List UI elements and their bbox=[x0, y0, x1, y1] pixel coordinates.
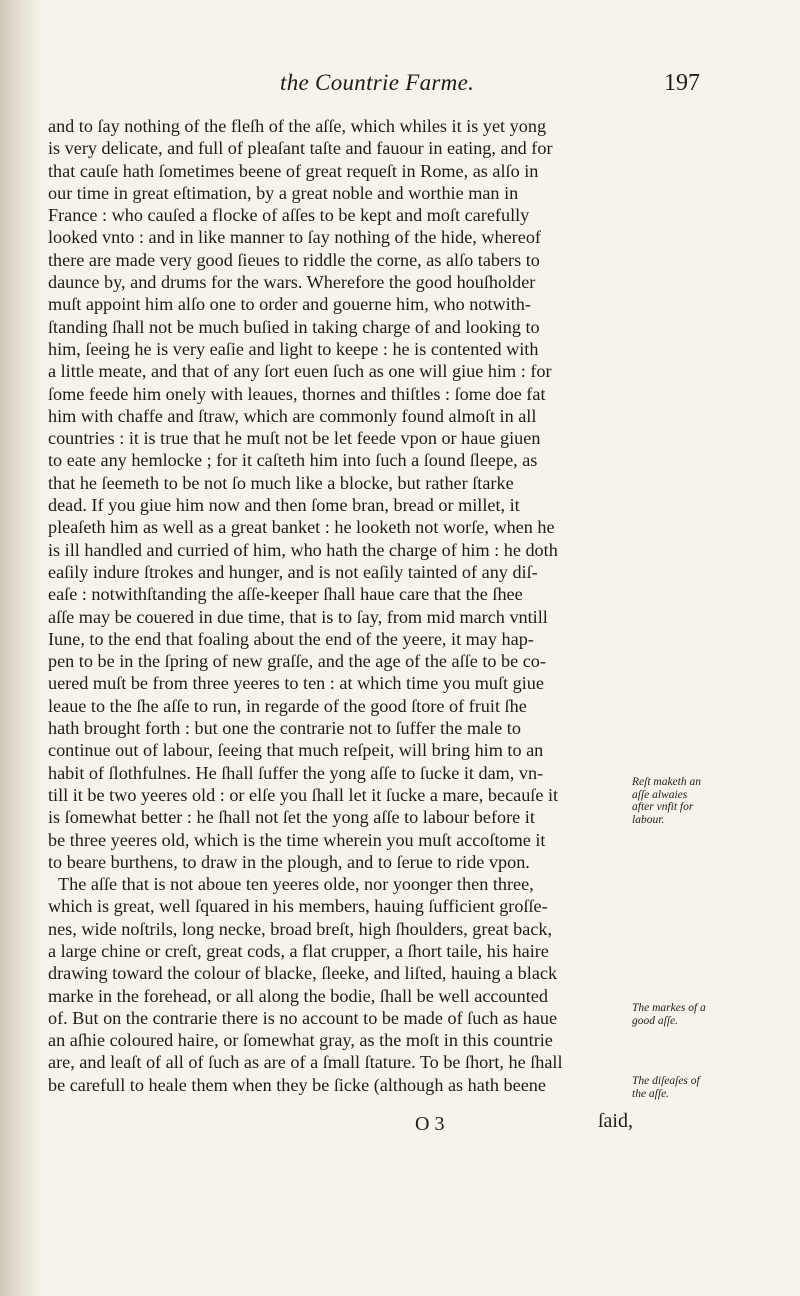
marginal-note-diseases bbox=[632, 1075, 752, 1100]
text-line: hath brought forth : but one the contrarie not to ſuffer the male to bbox=[48, 718, 521, 739]
text-line: pen to be in the ſpring of new graſſe, and the age of the aſſe to be co- bbox=[48, 651, 546, 672]
text-line: marke in the forehead, or all along the bodie, ſhall be well accounted bbox=[48, 985, 548, 1006]
text-line: continue out of labour, ſeeing that much reſpeit, will bring him to an bbox=[48, 740, 544, 761]
text-line: till it be two yeeres old : or elſe you ſhall let it ſucke a mare, becauſe it bbox=[48, 784, 559, 805]
text-line: aſſe may be couered in due time, that is to ſay, from mid march vntill bbox=[48, 606, 548, 627]
text-line: dead. If you giue him now and then ſome bran, bread or millet, it bbox=[48, 495, 520, 516]
marginal-line: The diſeaſes of bbox=[632, 1075, 700, 1087]
text-line: pleaſeth him as well as a great banket : he looketh not worſe, when he bbox=[48, 517, 555, 538]
text-line: to beare burthens, to draw in the plough, and to ſerue to ride vpon. bbox=[48, 851, 530, 872]
text-line: him with chaffe and ſtraw, which are commonly found almoſt in all bbox=[48, 405, 537, 426]
text-line: muſt appoint him alſo one to order and gouerne him, who notwith- bbox=[48, 294, 531, 315]
text-line: eaſe : notwithſtanding the aſſe-keeper ſhall haue care that the ſhee bbox=[48, 584, 523, 605]
text-line: France : who cauſed a flocke of aſſes to be kept and moſt carefully bbox=[48, 205, 530, 226]
text-line: to eate any hemlocke ; for it caſteth him into ſuch a ſound ſleepe, as bbox=[48, 450, 538, 471]
text-line: Iune, to the end that foaling about the end of the yeere, it may hap- bbox=[48, 628, 534, 649]
text-line: uered muſt be from three yeeres to ten : at which time you muſt giue bbox=[48, 673, 544, 694]
text-line: habit of ſlothfulnes. He ſhall ſuffer the yong aſſe to ſucke it dam, vn- bbox=[48, 762, 544, 783]
text-line: leaue to the ſhe aſſe to run, in regarde of the good ſtore of fruit ſhe bbox=[48, 695, 527, 716]
marginal-note-rest bbox=[632, 776, 752, 826]
marginal-note-markes bbox=[632, 1002, 752, 1027]
marginal-line: the aſſe. bbox=[632, 1087, 670, 1100]
marginal-line: Reſt maketh an bbox=[632, 776, 701, 788]
page-gutter bbox=[0, 0, 40, 1296]
marginal-line: The markes of a bbox=[632, 1002, 706, 1014]
text-line: is ill handled and curried of him, who hath the charge of him : he doth bbox=[48, 539, 558, 560]
marginal-line: after vnfit for bbox=[632, 801, 694, 813]
text-line: there are made very good ſieues to riddle the corne, as alſo tabers to bbox=[48, 249, 540, 270]
text-line: of. But on the contrarie there is no account to be made of ſuch as haue bbox=[48, 1007, 558, 1028]
text-line: ſome feede him onely with leaues, thornes and thiſtles : ſome doe fat bbox=[48, 383, 546, 404]
text-line: that cauſe hath ſometimes beene of great requeſt in Rome, as alſo in bbox=[48, 160, 539, 181]
text-line: The aſſe that is not aboue ten yeeres olde, nor yoonger then three, bbox=[58, 874, 534, 895]
text-line: is very delicate, and full of pleaſant taſte and fauour in eating, and for bbox=[48, 138, 553, 159]
signature-mark: O 3 bbox=[415, 1113, 445, 1135]
text-line: a large chine or creſt, great cods, a flat crupper, a ſhort taile, his haire bbox=[48, 940, 549, 961]
text-line: which is great, well ſquared in his members, hauing ſufficient groſſe- bbox=[48, 896, 548, 917]
text-line: drawing toward the colour of blacke, ſleeke, and liſted, hauing a black bbox=[48, 963, 558, 984]
text-line: countries : it is true that he muſt not be let feede vpon or haue giuen bbox=[48, 428, 541, 449]
text-line: daunce by, and drums for the wars. Wherefore the good houſholder bbox=[48, 272, 536, 293]
text-line: ſtanding ſhall not be much buſied in taking charge of and looking to bbox=[48, 316, 540, 337]
text-line: looked vnto : and in like manner to ſay nothing of the hide, whereof bbox=[48, 227, 541, 248]
body-text bbox=[48, 115, 628, 1096]
text-line: be three yeeres old, which is the time wherein you muſt accoſtome it bbox=[48, 829, 546, 850]
text-line: an aſhie coloured haire, or ſomewhat gray, as the moſt in this countrie bbox=[48, 1030, 553, 1051]
text-line: be carefull to heale them when they be ſicke (although as hath beene bbox=[48, 1074, 546, 1095]
marginal-line: labour. bbox=[632, 813, 665, 826]
text-line: our time in great eſtimation, by a great noble and worthie man in bbox=[48, 182, 519, 203]
text-line: eaſily indure ſtrokes and hunger, and is not eaſily tainted of any diſ- bbox=[48, 561, 538, 582]
text-line: him, ſeeing he is very eaſie and light to keepe : he is contented with bbox=[48, 338, 539, 359]
text-line: nes, wide noſtrils, long necke, broad breſt, high ſhoulders, great back, bbox=[48, 918, 553, 939]
running-title: the Countrie Farme. bbox=[280, 70, 475, 95]
marginal-line: good aſſe. bbox=[632, 1014, 678, 1027]
text-line: that he ſeemeth to be not ſo much like a blocke, but rather ſtarke bbox=[48, 472, 514, 493]
text-line: and to ſay nothing of the fleſh of the aſſe, which whiles it is yet yong bbox=[48, 116, 547, 136]
text-line: are, and leaſt of all of ſuch as are of a ſmall ſtature. To be ſhort, he ſhall bbox=[48, 1052, 563, 1073]
page-header bbox=[280, 70, 700, 110]
marginal-line: aſſe alwaies bbox=[632, 788, 688, 801]
page-number: 197 bbox=[664, 70, 700, 96]
catchword: ſaid, bbox=[598, 1110, 633, 1132]
text-line: a little meate, and that of any ſort euen ſuch as one will giue him : for bbox=[48, 361, 552, 382]
text-line: is ſomewhat better : he ſhall not ſet the yong aſſe to labour before it bbox=[48, 807, 535, 828]
